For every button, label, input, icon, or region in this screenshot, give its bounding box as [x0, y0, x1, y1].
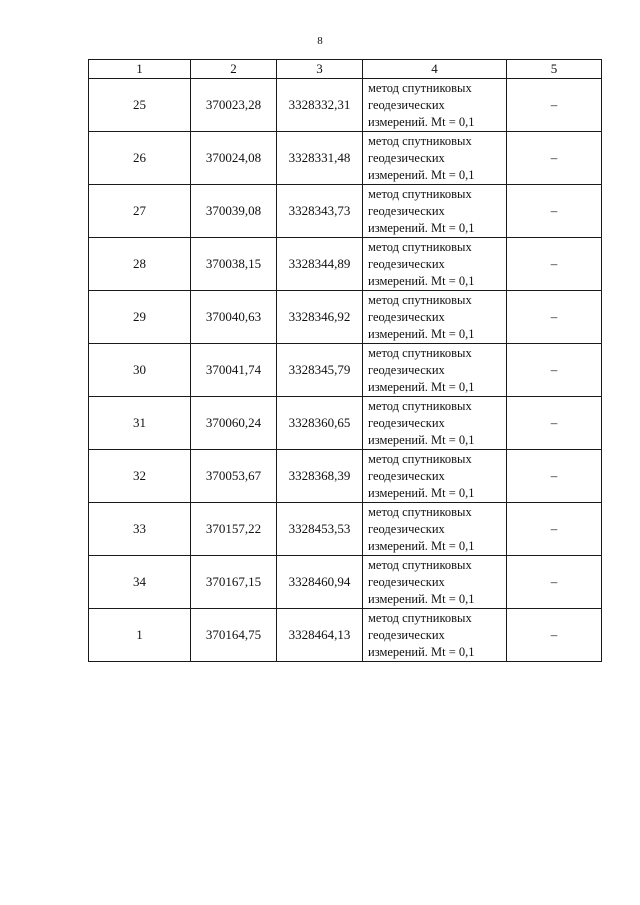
point-number: 30 [89, 344, 191, 397]
method-line: измерений. Mt = 0,1 [368, 167, 475, 182]
table-row [89, 291, 602, 344]
method-cell [363, 79, 507, 132]
coordinate-y: 3328332,31 [277, 79, 363, 132]
table-row [89, 503, 602, 556]
method-line: геодезических [368, 362, 445, 377]
coordinate-x: 370024,08 [191, 132, 277, 185]
header-col-4: 4 [363, 60, 507, 79]
header-col-2: 2 [191, 60, 277, 79]
method-line: измерений. Mt = 0,1 [368, 220, 475, 235]
coordinate-x: 370040,63 [191, 291, 277, 344]
method-line: геодезических [368, 309, 445, 324]
table-row [89, 344, 602, 397]
method-line: метод спутниковых [368, 133, 472, 148]
header-col-1: 1 [89, 60, 191, 79]
header-col-5: 5 [507, 60, 602, 79]
coordinate-y: 3328360,65 [277, 397, 363, 450]
table-row [89, 556, 602, 609]
coordinate-x: 370157,22 [191, 503, 277, 556]
coordinate-x: 370060,24 [191, 397, 277, 450]
method-line: метод спутниковых [368, 345, 472, 360]
table-header-row [89, 60, 602, 79]
method-line: метод спутниковых [368, 80, 472, 95]
method-line: метод спутниковых [368, 504, 472, 519]
table-row [89, 79, 602, 132]
method-line: геодезических [368, 415, 445, 430]
coordinate-x: 370167,15 [191, 556, 277, 609]
coordinate-x: 370023,28 [191, 79, 277, 132]
table-row [89, 185, 602, 238]
method-line: измерений. Mt = 0,1 [368, 326, 475, 341]
point-number: 27 [89, 185, 191, 238]
point-number: 1 [89, 609, 191, 662]
coordinate-y: 3328368,39 [277, 450, 363, 503]
method-cell [363, 185, 507, 238]
method-cell [363, 609, 507, 662]
method-cell [363, 397, 507, 450]
table-row [89, 132, 602, 185]
coordinate-x: 370164,75 [191, 609, 277, 662]
note-cell: – [507, 556, 602, 609]
note-cell: – [507, 291, 602, 344]
page-number: 8 [317, 35, 323, 47]
method-cell [363, 503, 507, 556]
note-cell: – [507, 503, 602, 556]
note-cell: – [507, 79, 602, 132]
point-number: 28 [89, 238, 191, 291]
note-cell: – [507, 185, 602, 238]
method-cell [363, 556, 507, 609]
method-line: измерений. Mt = 0,1 [368, 432, 475, 447]
point-number: 33 [89, 503, 191, 556]
method-line: метод спутниковых [368, 292, 472, 307]
point-number: 29 [89, 291, 191, 344]
note-cell: – [507, 397, 602, 450]
coordinates-table [88, 59, 602, 662]
coordinate-x: 370039,08 [191, 185, 277, 238]
method-line: измерений. Mt = 0,1 [368, 485, 475, 500]
note-cell: – [507, 132, 602, 185]
note-cell: – [507, 609, 602, 662]
method-cell [363, 132, 507, 185]
coordinate-x: 370041,74 [191, 344, 277, 397]
method-line: геодезических [368, 521, 445, 536]
coordinate-y: 3328344,89 [277, 238, 363, 291]
method-line: метод спутниковых [368, 398, 472, 413]
method-line: геодезических [368, 150, 445, 165]
method-line: метод спутниковых [368, 186, 472, 201]
coordinate-y: 3328331,48 [277, 132, 363, 185]
coordinate-x: 370038,15 [191, 238, 277, 291]
method-line: измерений. Mt = 0,1 [368, 538, 475, 553]
coordinate-y: 3328453,53 [277, 503, 363, 556]
method-line: метод спутниковых [368, 557, 472, 572]
coordinate-y: 3328464,13 [277, 609, 363, 662]
coordinate-y: 3328343,73 [277, 185, 363, 238]
method-line: измерений. Mt = 0,1 [368, 379, 475, 394]
method-line: геодезических [368, 468, 445, 483]
coordinate-y: 3328460,94 [277, 556, 363, 609]
table-row [89, 238, 602, 291]
method-line: геодезических [368, 97, 445, 112]
method-cell [363, 450, 507, 503]
method-line: измерений. Mt = 0,1 [368, 591, 475, 606]
method-line: метод спутниковых [368, 239, 472, 254]
method-line: метод спутниковых [368, 610, 472, 625]
method-line: измерений. Mt = 0,1 [368, 273, 475, 288]
method-cell [363, 291, 507, 344]
point-number: 25 [89, 79, 191, 132]
method-line: измерений. Mt = 0,1 [368, 644, 475, 659]
method-line: измерений. Mt = 0,1 [368, 114, 475, 129]
method-line: геодезических [368, 256, 445, 271]
point-number: 34 [89, 556, 191, 609]
method-cell [363, 238, 507, 291]
method-line: метод спутниковых [368, 451, 472, 466]
coordinate-y: 3328346,92 [277, 291, 363, 344]
method-cell [363, 344, 507, 397]
coordinate-y: 3328345,79 [277, 344, 363, 397]
table-row [89, 397, 602, 450]
note-cell: – [507, 450, 602, 503]
point-number: 26 [89, 132, 191, 185]
point-number: 31 [89, 397, 191, 450]
method-line: геодезических [368, 627, 445, 642]
method-line: геодезических [368, 574, 445, 589]
point-number: 32 [89, 450, 191, 503]
header-col-3: 3 [277, 60, 363, 79]
table-row [89, 450, 602, 503]
note-cell: – [507, 238, 602, 291]
table-row [89, 609, 602, 662]
note-cell: – [507, 344, 602, 397]
method-line: геодезических [368, 203, 445, 218]
coordinate-x: 370053,67 [191, 450, 277, 503]
